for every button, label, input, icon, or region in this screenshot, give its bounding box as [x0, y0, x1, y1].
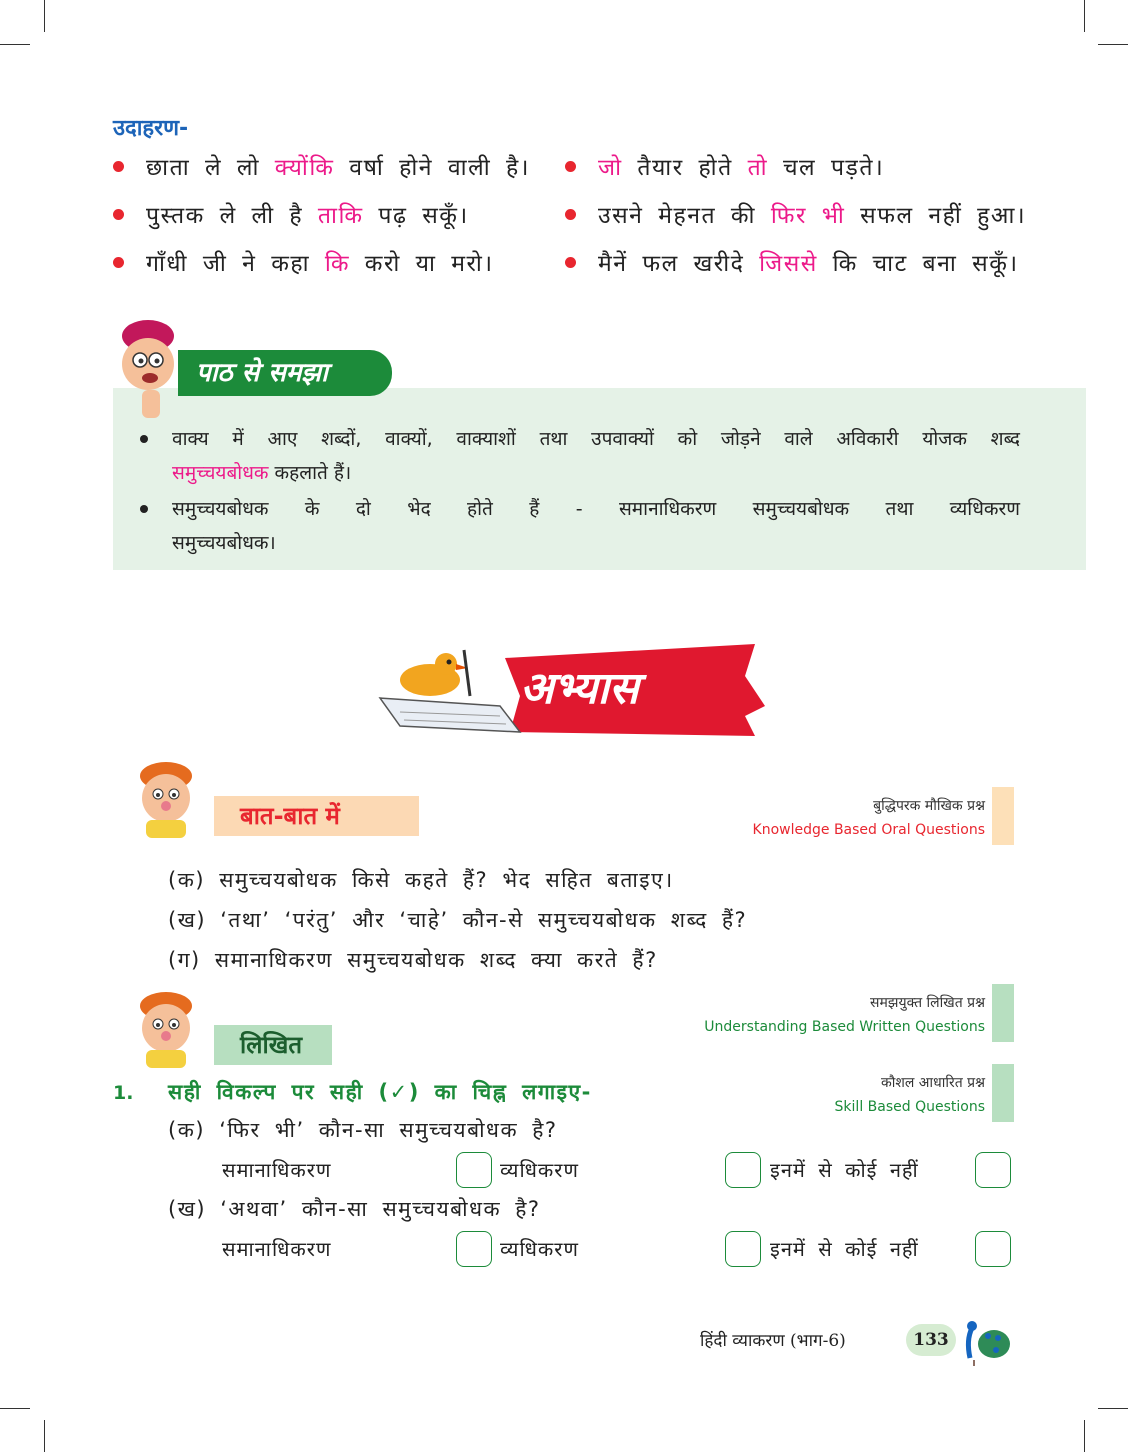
summary-point-1: वाक्य में आए शब्दों, वाक्यों, वाक्याशों तथा उपवाक्यों को जोड़ने वाले अविकारी योजक शब्द समुच्चयबोधक कहलाते हैं।	[140, 422, 1020, 490]
question-number: 1.	[113, 1082, 134, 1104]
option-label: व्यधिकरण	[500, 1158, 579, 1182]
example-right-3: मैनें फल खरीदे जिससे कि चाट बना सकूँ।	[565, 246, 1019, 278]
question-instruction: सही विकल्प पर सही (✓) का चिह्न लगाइए-	[168, 1080, 592, 1104]
mcq-question: (ख) ‘अथवा’ कौन-सा समुच्चयबोधक है?	[168, 1197, 541, 1221]
crop-mark	[0, 44, 30, 45]
written-section-label: लिखित	[214, 1025, 332, 1065]
written-tag: समझयुक्त लिखित प्रश्न Understanding Based Written Questions	[704, 995, 985, 1035]
option-label: समानाधिकरण	[222, 1158, 332, 1182]
book-title: हिंदी व्याकरण (भाग-6)	[700, 1331, 846, 1351]
oral-question: (क) समुच्चयबोधक किसे कहते हैं? भेद सहित बताइए।	[168, 868, 674, 892]
crop-mark	[1098, 1408, 1128, 1409]
bullet-icon	[565, 161, 576, 172]
examples-heading: उदाहरण-	[113, 116, 189, 141]
crop-mark	[0, 1408, 30, 1409]
crop-mark	[44, 0, 45, 32]
example-right-2: उसने मेहनत की फिर भी सफल नहीं हुआ।	[565, 198, 1026, 230]
tag-bar	[992, 1064, 1014, 1122]
oral-question: (ग) समानाधिकरण समुच्चयबोधक शब्द क्या करते हैं?	[168, 948, 658, 972]
oral-question: (ख) ‘तथा’ ‘परंतु’ और ‘चाहे’ कौन-से समुच्चयबोधक शब्द हैं?	[168, 908, 748, 932]
peacock-icon	[956, 1314, 1012, 1366]
crop-mark	[1084, 1420, 1085, 1452]
crop-mark	[44, 1420, 45, 1452]
example-left-2: पुस्तक ले ली है ताकि पढ़ सकूँ।	[113, 198, 469, 230]
boy-mascot-icon	[112, 318, 184, 428]
bullet-icon	[113, 209, 124, 220]
checkbox[interactable]	[456, 1152, 492, 1188]
crop-mark	[1084, 0, 1085, 32]
oral-section-label: बात-बात में	[214, 796, 419, 836]
tag-bar	[992, 787, 1014, 845]
example-right-1: जो तैयार होते तो चल पड़ते।	[565, 150, 884, 182]
option-label: इनमें से कोई नहीं	[770, 1237, 919, 1261]
example-left-3: गाँधी जी ने कहा कि करो या मरो।	[113, 246, 494, 278]
bullet-icon	[140, 505, 148, 513]
boy-mascot-icon	[126, 758, 206, 838]
bullet-icon	[113, 161, 124, 172]
checkbox[interactable]	[456, 1231, 492, 1267]
page-number: 133	[906, 1324, 956, 1356]
tag-bar	[992, 984, 1014, 1042]
option-label: इनमें से कोई नहीं	[770, 1158, 919, 1182]
summary-label: पाठ से समझा	[178, 350, 392, 396]
exercise-title: अभ्यास	[520, 663, 639, 714]
checkbox[interactable]	[975, 1152, 1011, 1188]
boy-mascot-icon	[126, 988, 206, 1068]
example-left-1: छाता ले लो क्योंकि वर्षा होने वाली है।	[113, 150, 530, 182]
crop-mark	[1098, 44, 1128, 45]
checkbox[interactable]	[725, 1152, 761, 1188]
checkbox[interactable]	[975, 1231, 1011, 1267]
bullet-icon	[113, 257, 124, 268]
summary-point-2: समुच्चयबोधक के दो भेद होते हैं - समानाधिकरण समुच्चयबोधक तथा व्यधिकरण समुच्चयबोधक।	[140, 492, 1020, 560]
bullet-icon	[565, 257, 576, 268]
mcq-question: (क) ‘फिर भी’ कौन-सा समुच्चयबोधक है?	[168, 1118, 558, 1142]
oral-tag: बुद्धिपरक मौखिक प्रश्न Knowledge Based Oral Questions	[752, 798, 985, 838]
checkbox[interactable]	[725, 1231, 761, 1267]
option-label: समानाधिकरण	[222, 1237, 332, 1261]
bullet-icon	[140, 435, 148, 443]
skill-tag: कौशल आधारित प्रश्न Skill Based Questions	[834, 1075, 985, 1115]
option-label: व्यधिकरण	[500, 1237, 579, 1261]
bullet-icon	[565, 209, 576, 220]
